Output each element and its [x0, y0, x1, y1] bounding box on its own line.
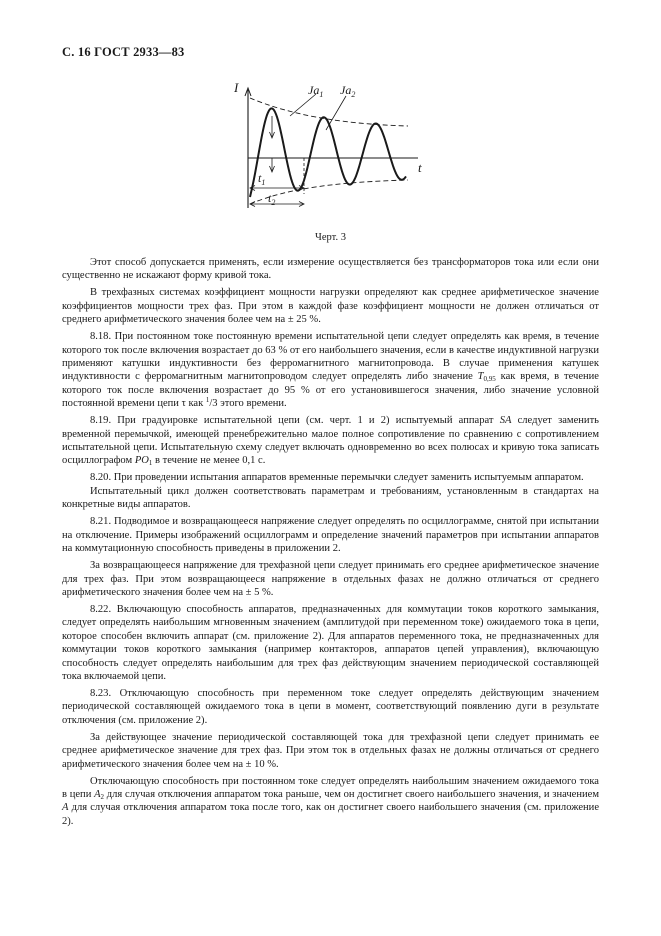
paragraph: Отключающую способность при постоянном токе следует определять наибольшим значением ожидаемого тока в цепи $A_2$ для случая отключения аппаратом тока раньше, чем он достигнет своего наибольшего значения, и значением A для случая отключения аппаратом тока после того, как он достигнет своего наибольшего значения (см. приложение 2).	[62, 775, 599, 827]
page-header: С. 16 ГОСТ 2933—83	[62, 45, 185, 59]
paragraph: Этот способ допускается применять, если измерение осуществляется без трансформаторов тока или если они существенно не искажают форму кривой тока.	[62, 257, 599, 282]
current-waveform-diagram	[228, 76, 448, 224]
paragraph-8-20: 8.20. При проведении испытания аппаратов временные перемычки следует заменить испытуемым аппаратом.	[90, 472, 584, 484]
time-axis-label: t	[418, 160, 422, 175]
paragraph: В трехфазных системах коэффициент мощности нагрузки определяют как среднее арифметическое значение коэффициентов мощности трех фаз. При этом в каждой фазе коэффициент мощности не должен отличаться от среднего арифметического значения более чем на ± 25 %.	[62, 287, 599, 326]
paragraph-8-19: 8.19. При градуировке испытательной цепи (см. черт. 1 и 2) испытуемый аппарат SA следует заменить временной перемычкой, имеющей пренебрежительно малое полное сопротивление по сравнению с сопротивлением испытательной цепи. Испытательную схему следует включать одновременно во всех полюсах и кривую тока записать осциллографом $PO_1$ в течение не менее 0,1 с.	[62, 415, 599, 468]
paragraph-8-18: 8.18. При постоянном токе постоянную времени испытательной цепи следует определять как время, в течение которого ток после включения возрастает до 63 % от его наибольшего значения, если в качестве индуктивной нагрузки применяют катушки индуктивности без ферромагнитного магнитопровода. В случае применения катушек индуктивности с ферромагнитным магнитопроводом следует определять либо значение $T_{0,95}$ как время, в течение которого ток после включения возрастает до 95 % от его установившегося значения, либо значение условной постоянной времени цепи τ как $^1$/3 этого времени.	[62, 331, 599, 410]
current-axis-label: I	[234, 80, 239, 95]
paragraph: Испытательный цикл должен соответствовать параметрам и требованиям, установленным в стандартах на конкретные виды аппаратов.	[62, 485, 599, 511]
t1-label: $t_1$	[258, 171, 266, 187]
t2-label: $t_2$	[268, 191, 276, 207]
ia2-label: $Ja_2$	[340, 83, 356, 99]
paragraph: За действующее значение периодической составляющей тока для трехфазной цепи следует принимать ее среднее арифметическое значение для трех фаз. При этом ток в отдельных фазах не должны отличаться от среднего арифметического значения более чем на ± 10 %.	[62, 731, 599, 770]
current-wave	[250, 108, 406, 197]
ia1-label: $Ja_1$	[308, 83, 324, 99]
paragraph-8-23: 8.23. Отключающую способность при переменном токе следует определять действующим значением периодической составляющей ожидаемого тока в цепи в момент, соответствующий появлению дуги в результате отключения (см. приложение 2).	[62, 687, 599, 726]
paragraph: За возвращающееся напряжение для трехфазной цепи следует принимать его среднее арифметическое значение для трех фаз. При этом возвращающееся напряжение в отдельных фазах не должно отличаться от среднего арифметического значения более чем на ± 5 %.	[62, 560, 599, 598]
oscillogram-figure	[228, 76, 448, 224]
document-body	[62, 256, 599, 832]
paragraph-8-21: 8.21. Подводимое и возвращающееся напряжение следует определять по осциллограмме, снятой при испытании на отключение. Примеры изображений осциллограмм и определение значений параметров при испытании аппаратов на коммутационную способность приведены в приложении 2.	[62, 516, 599, 555]
figure-caption: Черт. 3	[315, 232, 346, 243]
paragraph-8-22: 8.22. Включающую способность аппаратов, предназначенных для коммутации токов короткого замыкания, следует определять наибольшим мгновенным значением (амплитудой при переменном токе) ожидаемого тока в цепи, которое способен включить аппарат (см. приложение 2). Для аппаратов переменного тока, не предназначенных для коммутации токов короткого замыкания (например контакторов, аппаратов цепей управления), включающую способность следует определять наибольшим для трех фаз действующим значением периодической составляющей тока включаемой цепи.	[62, 603, 599, 682]
